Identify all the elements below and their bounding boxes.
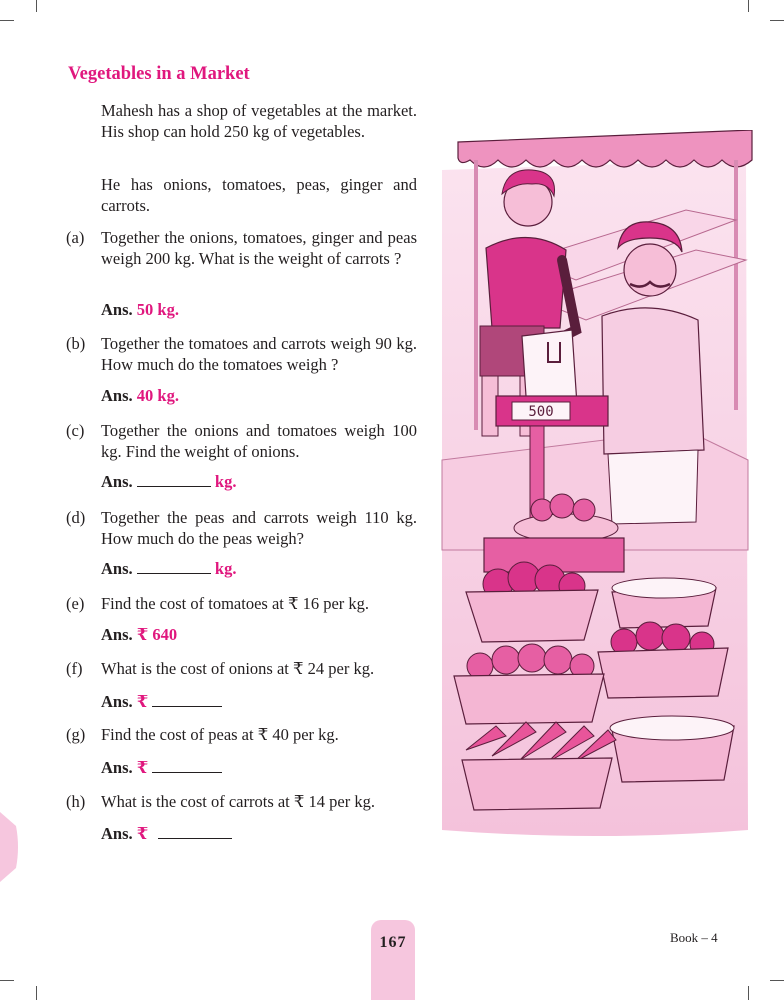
question-label: (h) <box>66 792 86 811</box>
ginger-basket <box>612 578 716 628</box>
answer-unit: kg. <box>214 559 237 578</box>
answer-blank[interactable] <box>137 559 211 574</box>
answer-prefix: Ans. <box>101 386 133 405</box>
crop-mark <box>770 980 784 981</box>
answer-value: 640 <box>152 625 178 644</box>
question-text: Find the cost of tomatoes at ₹ 16 per kg. <box>101 594 370 613</box>
answer-blank[interactable] <box>152 692 222 707</box>
answer-line <box>101 758 222 778</box>
question-text: Find the cost of peas at ₹ 40 per kg. <box>101 725 339 744</box>
question-label: (d) <box>66 508 86 527</box>
side-tab-decoration <box>0 812 20 882</box>
intro-paragraph: He has onions, tomatoes, peas, ginger and carrots. <box>101 175 417 215</box>
question-label: (f) <box>66 659 83 678</box>
answer-blank[interactable] <box>158 824 232 839</box>
answer-line <box>101 692 222 712</box>
answer-unit: kg. <box>214 472 237 491</box>
question-text: Together the onions, tomatoes, ginger and peas weigh 200 kg. What is the weight of carrots ? <box>101 228 417 268</box>
crop-mark <box>748 986 749 1000</box>
answer-line <box>101 472 236 492</box>
crop-mark <box>0 20 14 21</box>
question-label: (b) <box>66 334 86 353</box>
rupee-symbol: ₹ <box>136 824 149 843</box>
scale-display: 500 <box>528 404 554 420</box>
section-title: Vegetables in a Market <box>68 64 250 84</box>
answer-line <box>101 824 232 844</box>
rupee-symbol: ₹ <box>136 758 149 777</box>
vegetable-market-illustration <box>436 130 754 840</box>
answer-value: 50 kg. <box>136 300 179 319</box>
answer-prefix: Ans. <box>101 472 133 491</box>
answer-prefix: Ans. <box>101 824 133 843</box>
crop-mark <box>0 980 14 981</box>
crop-mark <box>748 0 749 12</box>
onion-basket <box>454 644 604 724</box>
question-text: What is the cost of onions at ₹ 24 per kg. <box>101 659 375 678</box>
question-label: (a) <box>66 228 85 247</box>
question-text: Together the peas and carrots weigh 110 kg. How much do the peas weigh? <box>101 508 417 548</box>
question-text: Together the onions and tomatoes weigh 100 kg. Find the weight of onions. <box>101 421 417 461</box>
rupee-symbol: ₹ <box>136 625 149 644</box>
question-label: (e) <box>66 594 85 613</box>
answer-prefix: Ans. <box>101 559 133 578</box>
page-number: 167 <box>379 934 407 951</box>
tomato-basket-right <box>598 622 728 698</box>
rupee-symbol: ₹ <box>136 692 149 711</box>
answer-line <box>101 559 236 579</box>
crop-mark <box>770 20 784 21</box>
awning <box>458 130 752 167</box>
crop-mark <box>36 986 37 1000</box>
peas-basket <box>610 716 734 782</box>
question-label: (g) <box>66 725 86 744</box>
page-number-tab <box>371 920 415 1000</box>
book-label: Book – 4 <box>670 930 718 945</box>
crop-mark <box>36 0 37 12</box>
answer-prefix: Ans. <box>101 692 133 711</box>
answer-line <box>101 625 177 645</box>
intro-paragraph: Mahesh has a shop of vegetables at the market. His shop can hold 250 kg of vegetables. <box>101 101 417 141</box>
answer-line <box>101 386 179 406</box>
answer-blank[interactable] <box>137 472 211 487</box>
answer-prefix: Ans. <box>101 300 133 319</box>
answer-value: 40 kg. <box>136 386 179 405</box>
answer-blank[interactable] <box>152 758 222 773</box>
question-text: Together the tomatoes and carrots weigh 90 kg. How much do the tomatoes weigh ? <box>101 334 417 374</box>
answer-prefix: Ans. <box>101 625 133 644</box>
answer-prefix: Ans. <box>101 758 133 777</box>
question-text: What is the cost of carrots at ₹ 14 per kg. <box>101 792 375 811</box>
answer-line <box>101 300 179 320</box>
question-label: (c) <box>66 421 85 440</box>
